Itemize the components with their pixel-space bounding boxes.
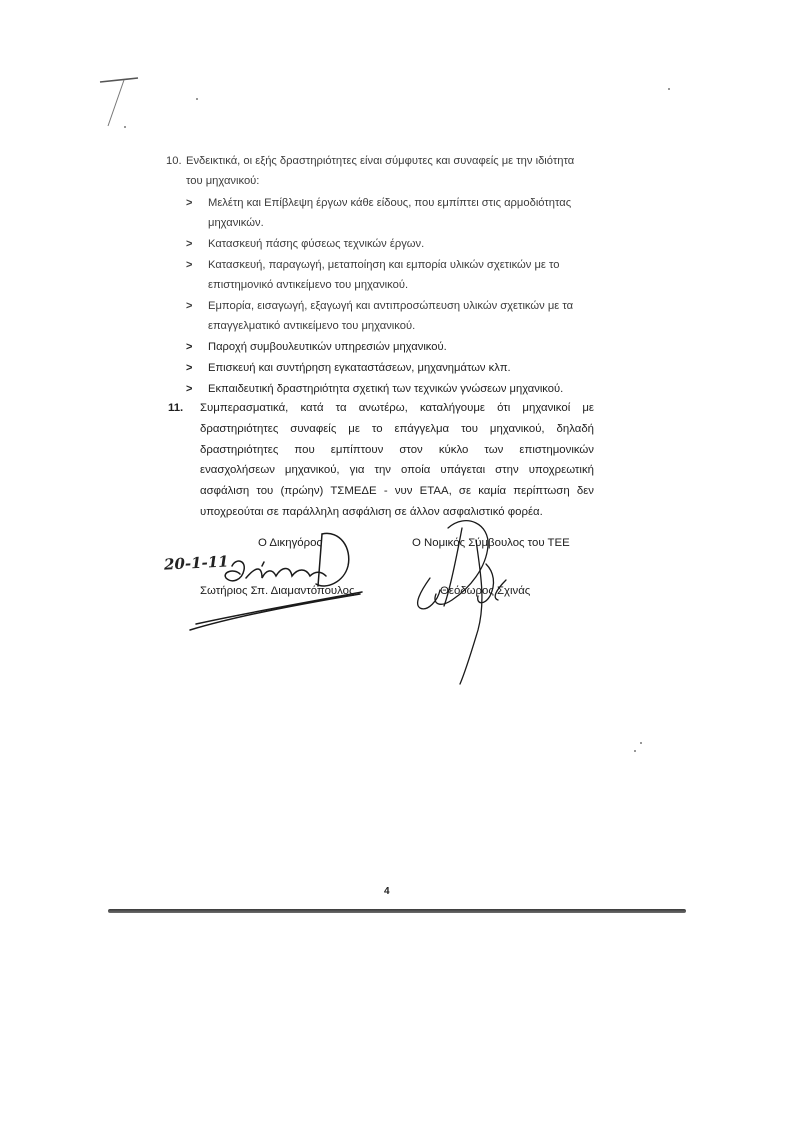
counsel-name: Θεόδωρος Σχινάς (440, 585, 531, 597)
bullet-arrow-icon: > (186, 197, 193, 209)
list-item-text: Κατασκευή, παραγωγή, μεταποίηση και εμπορία υλικών σχετικών με το επιστημονικό αντικείμενο του μηχανικού. (208, 259, 560, 291)
section-10-lead (166, 151, 606, 171)
list-item (166, 337, 606, 357)
scan-corner-mark (98, 70, 158, 130)
scan-speck (668, 88, 670, 90)
section-10 (166, 151, 606, 400)
page-number: 4 (384, 886, 390, 897)
scan-speck (124, 126, 126, 128)
section-11-number: 11. (168, 402, 184, 414)
bullet-arrow-icon: > (186, 238, 193, 250)
bullet-arrow-icon: > (186, 362, 193, 374)
scan-speck (196, 98, 198, 100)
lawyer-title: Ο Δικηγόρος (258, 537, 322, 549)
list-item (166, 358, 606, 378)
section-11-text: Συμπερασματικά, κατά τα ανωτέρω, καταλήγουμε ότι μηχανικοί με δραστηριότητες συναφείς με το επάγγελμα του μηχανικού, δηλαδή δραστηριότητες που εμπίπτουν στον κύκλο των επιστημονικών ενασχολήσεων μηχανικού, για την οποία υπάγεται στην υποχρεωτική ασφάλιση του (πρώην) ΤΣΜΕΔΕ - νυν ΕΤΑΑ, σε καμία περίπτωση δεν υποχρεούται σε παράλληλη ασφάλιση σε άλλον ασφαλιστικό φορέα. (200, 402, 594, 518)
section-10-number: 10. (166, 155, 182, 167)
list-item (166, 193, 606, 233)
activity-list (166, 193, 606, 399)
list-item-text: Εμπορία, εισαγωγή, εξαγωγή και αντιπροσώπευση υλικών σχετικών με τα επαγγελματικό αντικείμενο του μηχανικού. (208, 300, 574, 332)
lawyer-name: Σωτήριος Σπ. Διαμαντόπουλος (200, 585, 355, 597)
list-item-text: Κατασκευή πάσης φύσεως τεχνικών έργων. (208, 238, 425, 250)
bullet-arrow-icon: > (186, 341, 193, 353)
bullet-arrow-icon: > (186, 259, 193, 271)
scan-speck (634, 750, 636, 752)
list-item (166, 296, 606, 336)
section-10-lead-cont (166, 171, 606, 191)
counsel-title: Ο Νομικός Σύμβουλος του ΤΕΕ (412, 537, 570, 549)
list-item (166, 255, 606, 295)
scan-speck (640, 742, 642, 744)
page-bottom-rule (108, 909, 686, 913)
list-item (166, 379, 606, 399)
list-item-text: Επισκευή και συντήρηση εγκαταστάσεων, μηχανημάτων κλπ. (208, 362, 511, 374)
handwritten-date: 20-1-11 (163, 552, 230, 574)
section-10-lead-line2: του μηχανικού: (186, 175, 260, 187)
section-10-lead-line1: Ενδεικτικά, οι εξής δραστηριότητες είναι σύμφυτες και συναφείς με την ιδιότητα (186, 155, 575, 167)
bullet-arrow-icon: > (186, 383, 193, 395)
list-item-text: Παροχή συμβουλευτικών υπηρεσιών μηχανικού. (208, 341, 447, 353)
bullet-arrow-icon: > (186, 300, 193, 312)
list-item-text: Εκπαιδευτική δραστηριότητα σχετική των τεχνικών γνώσεων μηχανικού. (208, 383, 564, 395)
list-item (166, 234, 606, 254)
list-item-text: Μελέτη και Επίβλεψη έργων κάθε είδους, που εμπίπτει στις αρμοδιότητας μηχανικών. (208, 197, 572, 229)
section-11 (168, 398, 594, 523)
